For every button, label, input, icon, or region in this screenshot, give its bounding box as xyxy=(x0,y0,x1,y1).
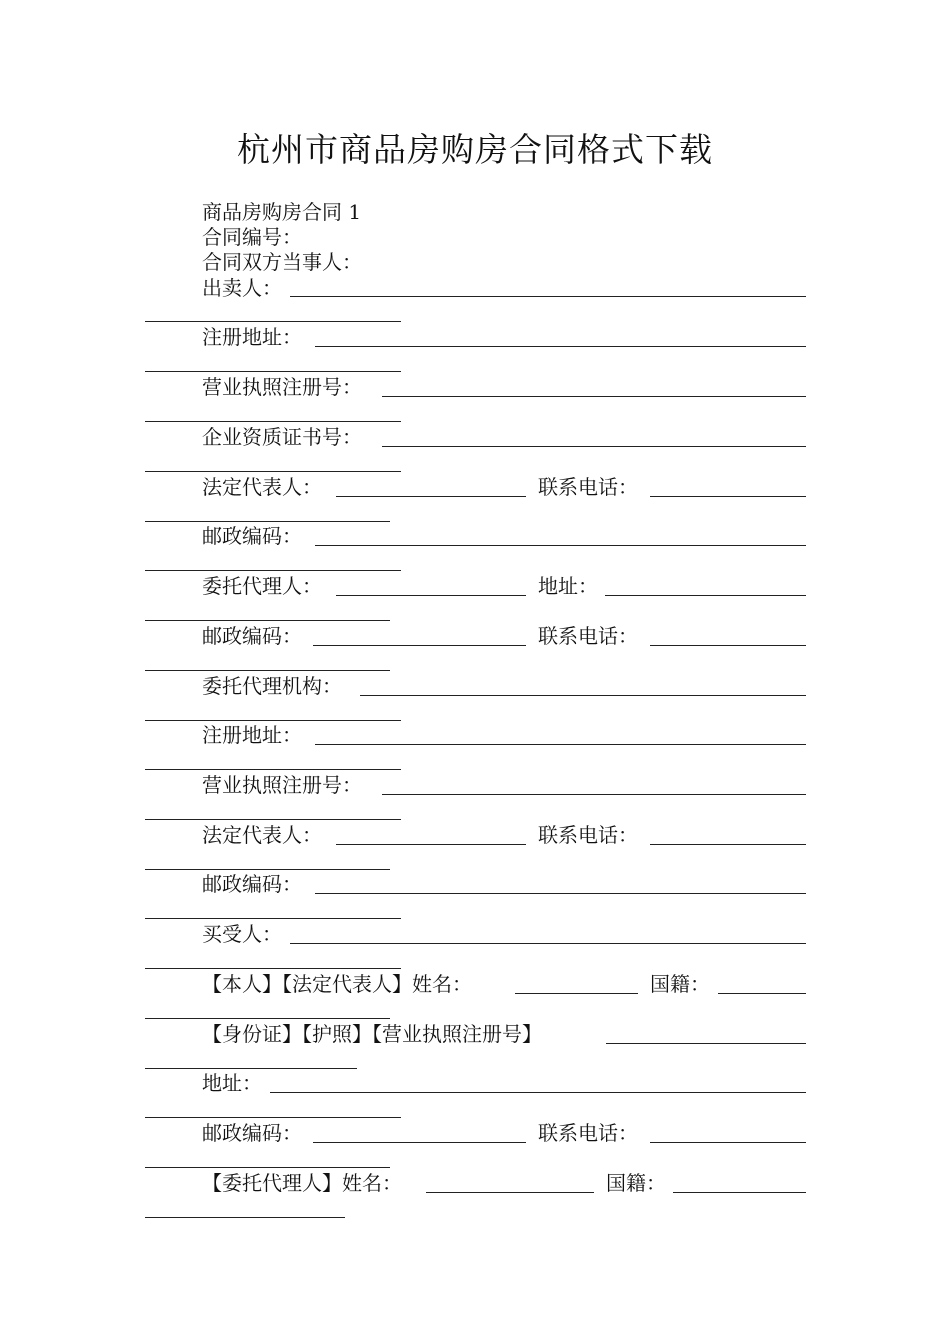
seller-license-field[interactable] xyxy=(382,396,806,397)
seller-reg-address-label: 注册地址： xyxy=(202,325,302,349)
agency-license-label: 营业执照注册号： xyxy=(202,773,362,797)
seller-label: 出卖人： xyxy=(202,276,282,300)
buyer-phone-continuation[interactable] xyxy=(145,1167,390,1168)
seller-qualification-label: 企业资质证书号： xyxy=(202,425,362,449)
agency-postcode-label: 邮政编码： xyxy=(202,872,302,896)
seller-legal-rep-field[interactable] xyxy=(336,496,526,497)
agency-reg-address-continuation[interactable] xyxy=(145,769,401,770)
buyer-phone-label: 联系电话： xyxy=(538,1121,638,1145)
buyer-agent-name-field[interactable] xyxy=(426,1192,594,1193)
agent-field[interactable] xyxy=(336,595,526,596)
buyer-address-label: 地址： xyxy=(202,1071,262,1095)
agency-phone-continuation[interactable] xyxy=(145,869,390,870)
buyer-postcode-field[interactable] xyxy=(313,1142,526,1143)
agency-postcode-field[interactable] xyxy=(315,893,806,894)
seller-postcode-label: 邮政编码： xyxy=(202,524,302,548)
agency-field[interactable] xyxy=(360,695,806,696)
seller-license-continuation[interactable] xyxy=(145,421,401,422)
agency-phone-label: 联系电话： xyxy=(538,823,638,847)
seller-qualification-field[interactable] xyxy=(382,446,806,447)
agency-legal-rep-label: 法定代表人： xyxy=(202,823,322,847)
buyer-agent-name-label: 【委托代理人】姓名： xyxy=(202,1171,402,1195)
buyer-id-continuation[interactable] xyxy=(145,1068,357,1069)
contract-heading: 商品房购房合同 1 xyxy=(202,200,362,224)
agency-license-field[interactable] xyxy=(382,794,806,795)
buyer-field[interactable] xyxy=(290,943,806,944)
buyer-nationality-continuation[interactable] xyxy=(145,1018,390,1019)
buyer-address-continuation[interactable] xyxy=(145,1117,401,1118)
agent-address-field[interactable] xyxy=(605,595,806,596)
agent-postcode-label: 邮政编码： xyxy=(202,624,302,648)
seller-field[interactable] xyxy=(290,296,806,297)
agent-phone-continuation[interactable] xyxy=(145,670,390,671)
agent-phone-field[interactable] xyxy=(650,645,806,646)
agency-legal-rep-field[interactable] xyxy=(336,844,526,845)
document-title: 杭州市商品房购房合同格式下载 xyxy=(237,130,713,169)
agent-address-label: 地址： xyxy=(538,574,598,598)
buyer-continuation[interactable] xyxy=(145,968,401,969)
buyer-postcode-label: 邮政编码： xyxy=(202,1121,302,1145)
seller-phone-field[interactable] xyxy=(650,496,806,497)
seller-postcode-continuation[interactable] xyxy=(145,570,401,571)
buyer-nationality-label: 国籍： xyxy=(650,972,710,996)
buyer-agent-nationality-continuation[interactable] xyxy=(145,1217,345,1218)
buyer-address-field[interactable] xyxy=(270,1092,806,1093)
buyer-agent-nationality-label: 国籍： xyxy=(606,1171,666,1195)
seller-phone-label: 联系电话： xyxy=(538,475,638,499)
agent-address-continuation[interactable] xyxy=(145,620,390,621)
seller-postcode-field[interactable] xyxy=(315,545,806,546)
buyer-agent-nationality-field[interactable] xyxy=(673,1192,806,1193)
seller-reg-address-continuation[interactable] xyxy=(145,371,401,372)
agency-postcode-continuation[interactable] xyxy=(145,918,401,919)
buyer-id-type-label: 【身份证】【护照】【营业执照注册号】 xyxy=(202,1022,542,1046)
buyer-nationality-field[interactable] xyxy=(718,993,806,994)
agent-phone-label: 联系电话： xyxy=(538,624,638,648)
seller-license-label: 营业执照注册号： xyxy=(202,375,362,399)
agent-label: 委托代理人： xyxy=(202,574,322,598)
agency-phone-field[interactable] xyxy=(650,844,806,845)
seller-reg-address-field[interactable] xyxy=(315,346,806,347)
agency-label: 委托代理机构： xyxy=(202,674,342,698)
seller-field-continuation[interactable] xyxy=(145,321,401,322)
buyer-identity-label: 【本人】【法定代表人】姓名： xyxy=(202,972,472,996)
buyer-phone-field[interactable] xyxy=(650,1142,806,1143)
buyer-label: 买受人： xyxy=(202,922,282,946)
buyer-id-field[interactable] xyxy=(606,1043,806,1044)
seller-legal-rep-label: 法定代表人： xyxy=(202,475,322,499)
seller-phone-continuation[interactable] xyxy=(145,521,390,522)
agency-reg-address-label: 注册地址： xyxy=(202,723,302,747)
agency-license-continuation[interactable] xyxy=(145,819,401,820)
parties-label: 合同双方当事人： xyxy=(202,250,362,274)
agency-continuation[interactable] xyxy=(145,720,401,721)
contract-no-label: 合同编号： xyxy=(202,225,302,249)
seller-qualification-continuation[interactable] xyxy=(145,471,401,472)
agent-postcode-field[interactable] xyxy=(313,645,526,646)
agency-reg-address-field[interactable] xyxy=(315,744,806,745)
buyer-name-field[interactable] xyxy=(515,993,638,994)
